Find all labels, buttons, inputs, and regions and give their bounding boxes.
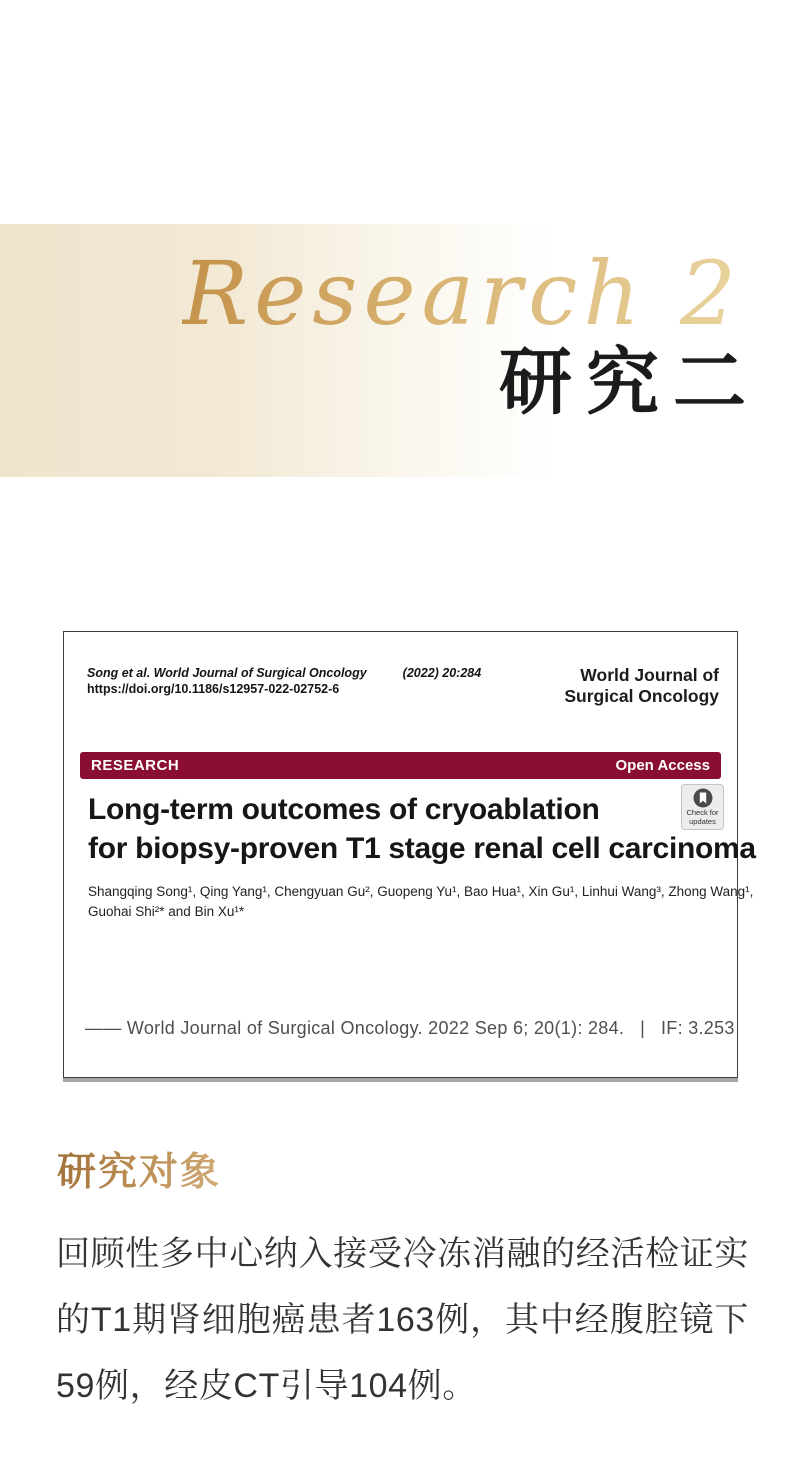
paper-title-line2: for biopsy-proven T1 stage renal cell carcinoma	[88, 832, 756, 865]
crossmark-bookmark-icon	[693, 788, 713, 808]
check-badge-line2: updates	[689, 816, 716, 826]
paper-title-line1: Long-term outcomes of cryoablation	[88, 793, 600, 826]
author-list-line1: Shangqing Song¹, Qing Yang¹, Chengyuan Gu², Guopeng Yu¹, Bao Hua¹, Xin Gu¹, Linhui Wang³, Zhong Wang¹,	[88, 884, 754, 899]
hero-title-english: Research 2	[181, 242, 742, 345]
hero-title-chinese: 研究二	[499, 342, 760, 423]
author-list	[88, 882, 753, 922]
running-head-issue: (2022) 20:284	[402, 666, 482, 680]
paper-card	[63, 631, 756, 1078]
running-head-line1	[87, 665, 481, 681]
paper-title	[88, 790, 756, 868]
running-head-journal: Song et al. World Journal of Surgical Oncology	[87, 666, 367, 680]
journal-logo-line2: Surgical Oncology	[564, 686, 719, 706]
check-for-updates-badge	[681, 784, 724, 830]
journal-logo-line1: World Journal of	[580, 665, 719, 685]
journal-logo	[564, 665, 719, 707]
section-body-text: 回顾性多中心纳入接受冷冻消融的经活检证实的T1期肾细胞癌患者163例，其中经腹腔镜下59例，经皮CT引导104例。	[56, 1235, 749, 1405]
banner-research-label: RESEARCH	[91, 757, 180, 774]
banner-open-access-label: Open Access	[615, 757, 710, 774]
doi-text: https://doi.org/10.1186/s12957-022-02752-6	[87, 682, 340, 696]
citation-line: —— World Journal of Surgical Oncology. 2022 Sep 6; 20(1): 284. | IF: 3.253	[85, 1018, 735, 1038]
check-badge-text	[686, 809, 718, 826]
check-badge-line1: Check for	[686, 808, 719, 817]
running-head	[87, 665, 481, 697]
article-type-banner	[80, 752, 721, 779]
section-heading-study-subjects: 研究对象	[57, 1151, 222, 1194]
author-list-line2: Guohai Shi²* and Bin Xu¹*	[88, 904, 245, 919]
